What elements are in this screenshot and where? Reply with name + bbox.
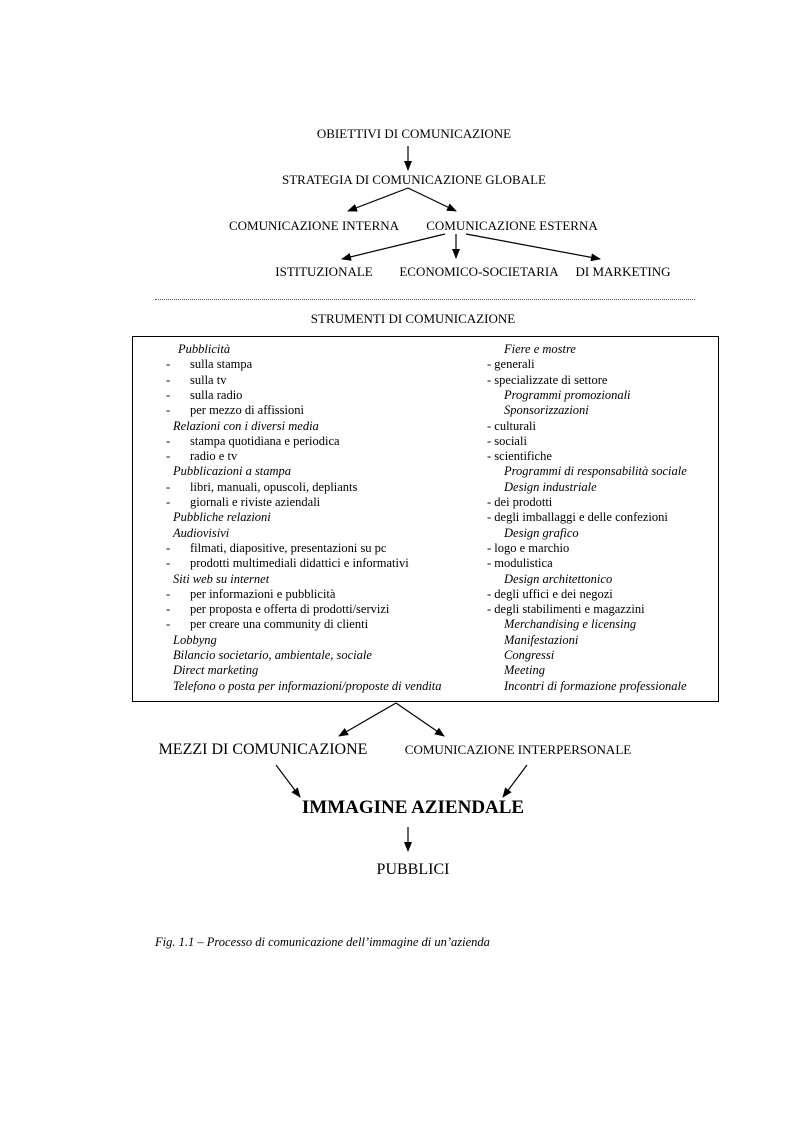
tool-category-right: Congressi: [504, 648, 555, 662]
node-strategia: STRATEGIA DI COMUNICAZIONE GLOBALE: [282, 172, 546, 187]
tool-item-right: - dei prodotti: [487, 495, 553, 509]
tool-item-left: per creare una community di clienti: [190, 617, 369, 632]
tool-bullet-dash: -: [166, 357, 171, 372]
tool-category-right: Design architettonico: [504, 571, 613, 586]
node-istituzionale: ISTITUZIONALE: [275, 264, 373, 279]
tool-category-left: Lobbyng: [173, 632, 217, 647]
arrow-interpersonale-immagine: [503, 765, 527, 797]
node-immagine-aziendale: IMMAGINE AZIENDALE: [301, 797, 525, 818]
tool-category-right: Meeting: [504, 663, 545, 678]
node-interpersonale: COMUNICAZIONE INTERPERSONALE: [404, 742, 632, 757]
tool-bullet-dash: -: [166, 617, 171, 632]
node-economico-societaria: ECONOMICO-SOCIETARIA: [399, 264, 559, 279]
tool-item-left: libri, manuali, opuscoli, depliants: [190, 479, 358, 494]
tool-item-left: radio e tv: [190, 449, 238, 464]
tool-category-left: Pubbliche relazioni: [173, 510, 271, 525]
tool-bullet-dash: -: [166, 387, 171, 402]
node-obiettivi: OBIETTIVI DI COMUNICAZIONE: [316, 126, 512, 141]
tool-item-left: per mezzo di affissioni: [190, 403, 304, 418]
tool-category-right: Design industriale: [504, 479, 597, 494]
tool-item-left: filmati, diapositive, presentazioni su pc: [190, 540, 387, 555]
node-mezzi: MEZZI DI COMUNICAZIONE: [158, 741, 368, 758]
tool-item-right: - modulistica: [487, 556, 553, 571]
tool-item-right: - degli uffici e dei negozi: [487, 586, 613, 601]
tool-bullet-dash: -: [166, 433, 171, 448]
tool-item-left: per informazioni e pubblicità: [190, 586, 336, 601]
arrow-strategia-interna: [348, 188, 408, 211]
node-strumenti: STRUMENTI DI COMUNICAZIONE: [310, 311, 516, 326]
tool-bullet-dash: -: [166, 479, 171, 494]
tool-bullet-dash: -: [166, 403, 171, 418]
tool-item-left: prodotti multimediali didattici e informativi: [190, 556, 409, 571]
arrow-mezzi-immagine: [276, 765, 300, 797]
tool-item-right: - degli stabilimenti e magazzini: [487, 602, 645, 617]
tool-item-right: - scientifiche: [487, 449, 552, 464]
tool-category-left: Siti web su internet: [173, 571, 270, 586]
tool-category-left: Relazioni con i diversi media: [173, 418, 319, 433]
tool-category-left: Telefono o posta per informazioni/proposte di vendita: [173, 678, 442, 693]
tool-item-left: sulla radio: [190, 387, 243, 402]
tool-bullet-dash: -: [166, 372, 171, 387]
arrow-strategia-esterna: [408, 188, 456, 211]
tool-item-right: - sociali: [487, 433, 527, 448]
arrow-strumenti-mezzi: [339, 703, 396, 736]
tool-bullet-dash: -: [166, 540, 171, 555]
tool-category-right: Programmi promozionali: [504, 387, 631, 402]
tool-item-left: sulla stampa: [190, 357, 253, 372]
tool-item-right: - logo e marchio: [487, 540, 570, 555]
tool-category-left: Bilancio societario, ambientale, sociale: [173, 648, 372, 662]
tool-category-right: Programmi di responsabilità sociale: [504, 464, 687, 479]
tool-item-right: - culturali: [487, 418, 536, 433]
dotted-separator: [155, 299, 695, 300]
tool-category-right: Merchandising e licensing: [504, 617, 637, 632]
tool-category-left: Pubblicità: [178, 342, 231, 356]
tool-item-left: per proposta e offerta di prodotti/servizi: [190, 602, 390, 617]
tool-bullet-dash: -: [166, 586, 171, 601]
tool-category-right: Fiere e mostre: [504, 342, 576, 356]
tool-item-left: giornali e riviste aziendali: [190, 495, 321, 509]
tool-bullet-dash: -: [166, 602, 171, 617]
tool-item-left: sulla tv: [190, 372, 227, 387]
node-di-marketing: DI MARKETING: [575, 264, 671, 279]
node-comunicazione-esterna: COMUNICAZIONE ESTERNA: [426, 218, 598, 233]
tool-item-right: - degli imballaggi e delle confezioni: [487, 510, 668, 525]
arrow-esterna-istituzionale: [342, 234, 445, 259]
tool-category-left: Pubblicazioni a stampa: [173, 464, 292, 479]
tool-category-right: Design grafico: [504, 525, 579, 540]
tool-item-right: - generali: [487, 357, 535, 372]
tool-bullet-dash: -: [166, 495, 171, 509]
tool-category-right: Incontri di formazione professionale: [504, 678, 687, 693]
tool-item-left: stampa quotidiana e periodica: [190, 433, 340, 448]
figure-caption: Fig. 1.1 – Processo di comunicazione dell’immagine di un’azienda: [155, 935, 490, 949]
arrow-strumenti-interpersonale: [396, 703, 444, 736]
tool-bullet-dash: -: [166, 449, 171, 464]
node-comunicazione-interna: COMUNICAZIONE INTERNA: [228, 218, 400, 233]
tool-bullet-dash: -: [166, 556, 171, 571]
tool-item-right: - specializzate di settore: [487, 372, 608, 387]
tool-category-left: Direct marketing: [173, 663, 259, 678]
node-pubblici: PUBBLICI: [376, 861, 450, 878]
tool-category-right: Sponsorizzazioni: [504, 403, 589, 418]
arrow-esterna-marketing: [466, 234, 600, 259]
tool-category-right: Manifestazioni: [504, 632, 579, 647]
tool-category-left: Audiovisivi: [173, 525, 230, 540]
